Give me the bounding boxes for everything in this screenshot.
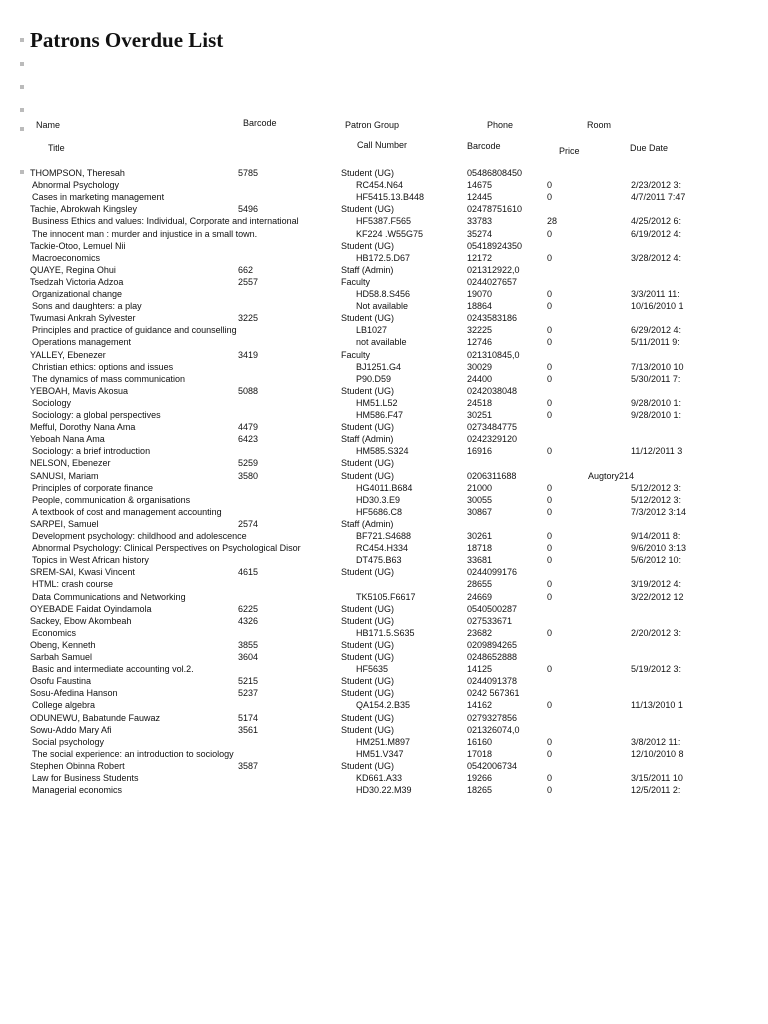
item-title: Basic and intermediate accounting vol.2. — [32, 664, 194, 675]
item-barcode: 14675 — [467, 180, 493, 191]
item-due-date: 12/10/2010 8 — [631, 748, 684, 759]
item-title: Economics — [32, 627, 77, 638]
patron-name: Sowu-Addo Mary Afi — [30, 724, 112, 735]
item-barcode: 14162 — [467, 700, 493, 711]
item-title: Sociology: a brief introduction — [32, 446, 151, 457]
item-price: 0 — [547, 373, 553, 384]
item-title: Sociology: a global perspectives — [32, 410, 161, 420]
patron-name: SARPEI, Samuel — [30, 518, 99, 529]
patron-barcode: 5174 — [238, 712, 259, 723]
patron-name: OYEBADE Faidat Oyindamola — [30, 603, 152, 614]
item-title: Macroeconomics — [32, 252, 101, 263]
patron-group: Student (UG) — [341, 676, 395, 687]
item-price: 0 — [547, 361, 553, 372]
item-call-number: DT475.B63 — [356, 555, 402, 566]
item-title: Topics in West African history — [32, 555, 149, 566]
item-barcode: 24518 — [467, 397, 493, 408]
item-barcode: 30055 — [467, 494, 493, 505]
item-title: Social psychology — [32, 736, 105, 747]
patron-name: Tsedzah Victoria Adzoa — [30, 276, 124, 287]
item-barcode: 23682 — [467, 627, 493, 638]
item-call-number: BF721.S4688 — [356, 531, 412, 541]
patron-barcode: 3419 — [238, 349, 259, 360]
item-barcode: 16160 — [467, 736, 493, 747]
item-due-date: 3/19/2012 4: — [631, 579, 682, 590]
patron-barcode: 5259 — [238, 458, 259, 469]
header-call-number: Call Number — [357, 140, 408, 150]
item-call-number: not available — [356, 337, 407, 348]
patron-name: SREM-SAI, Kwasi Vincent — [30, 567, 135, 578]
item-call-number: P90.D59 — [356, 373, 392, 384]
patron-barcode: 5496 — [238, 204, 259, 215]
item-call-number: KD661.A33 — [356, 773, 403, 783]
item-call-number: HM51.V347 — [356, 748, 404, 759]
item-price: 0 — [547, 301, 553, 312]
item-call-number: QA154.2.B35 — [356, 700, 411, 711]
item-due-date: 2/20/2012 3: — [631, 627, 682, 638]
item-call-number: RC454.N64 — [356, 180, 404, 191]
margin-bullet — [20, 85, 24, 89]
patron-group: Faculty — [341, 276, 371, 287]
item-due-date: 9/28/2010 1: — [631, 410, 682, 420]
item-due-date: 3/8/2012 11: — [631, 736, 681, 747]
patron-group: Student (UG) — [341, 385, 395, 396]
item-price: 28 — [547, 216, 558, 227]
item-barcode: 30029 — [467, 361, 493, 372]
item-barcode: 30867 — [467, 506, 493, 517]
item-call-number: HD30.3.E9 — [356, 494, 401, 505]
patron-group: Student (UG) — [341, 422, 395, 433]
item-call-number: HG4011.B684 — [356, 482, 413, 493]
patron-phone: 0209894265 — [467, 639, 518, 650]
patron-barcode: 4326 — [238, 615, 259, 626]
header-item-barcode: Barcode — [467, 141, 501, 151]
patron-barcode: 2574 — [238, 518, 259, 529]
item-title: Abnormal Psychology: Clinical Perspectives on Psychological Disor — [32, 543, 301, 554]
item-due-date: 3/15/2011 10 — [631, 773, 683, 783]
item-due-date: 3/22/2012 12 — [631, 591, 684, 602]
item-title: Organizational change — [32, 289, 123, 299]
margin-bullet — [20, 38, 24, 42]
item-barcode: 19070 — [467, 289, 493, 299]
patron-name: YEBOAH, Mavis Akosua — [30, 385, 129, 396]
header-patron-group: Patron Group — [345, 120, 400, 130]
item-due-date: 9/28/2010 1: — [631, 397, 682, 408]
patron-group: Student (UG) — [341, 760, 395, 771]
item-barcode: 24669 — [467, 591, 493, 602]
patron-phone: 02478751610 — [467, 204, 523, 215]
item-call-number: HM51.L52 — [356, 397, 398, 408]
patron-phone: 0244099176 — [467, 567, 518, 578]
item-barcode: 18265 — [467, 785, 493, 796]
patron-name: THOMPSON, Theresah — [30, 168, 125, 178]
item-due-date: 12/5/2011 2: — [631, 785, 681, 796]
item-due-date: 7/13/2010 10 — [631, 361, 684, 372]
patron-barcode: 3855 — [238, 639, 259, 650]
item-call-number: Not available — [356, 301, 409, 312]
item-call-number: TK5105.F6617 — [356, 591, 416, 602]
header-price: Price — [559, 146, 580, 156]
item-call-number: HF5415.13.B448 — [356, 192, 425, 203]
patron-barcode: 4615 — [238, 567, 259, 578]
item-price: 0 — [547, 397, 553, 408]
patron-group: Staff (Admin) — [341, 434, 394, 445]
item-call-number: BJ1251.G4 — [356, 361, 402, 372]
item-call-number: RC454.H334 — [356, 543, 409, 554]
patron-phone: 0244027657 — [467, 276, 518, 287]
header-name: Name — [36, 120, 61, 130]
item-title: Operations management — [32, 337, 132, 348]
patron-name: YALLEY, Ebenezer — [30, 349, 106, 360]
patron-barcode: 5215 — [238, 676, 259, 687]
patron-phone: 021312922,0 — [467, 264, 520, 275]
item-title: Business Ethics and values: Individual, Corporate and international — [32, 216, 299, 227]
item-call-number: HB171.5.S635 — [356, 627, 415, 638]
patron-barcode: 3587 — [238, 760, 259, 771]
patron-phone: 021310845,0 — [467, 349, 520, 360]
patron-group: Student (UG) — [341, 712, 395, 723]
item-title: Data Communications and Networking — [32, 591, 186, 602]
item-due-date: 3/3/2011 11: — [631, 289, 680, 299]
item-title: People, communication & organisations — [32, 494, 191, 505]
patron-group: Student (UG) — [341, 652, 395, 662]
item-barcode: 30251 — [467, 410, 493, 420]
item-price: 0 — [547, 228, 553, 239]
margin-bullet — [20, 62, 24, 66]
patron-name: SANUSI, Mariam — [30, 470, 99, 481]
item-call-number: HF5387.F565 — [356, 216, 412, 227]
item-due-date: 6/29/2012 4: — [631, 325, 682, 336]
patron-room: Augtory214 — [588, 470, 635, 481]
patron-phone: 0242 567361 — [467, 688, 520, 699]
patron-group: Student (UG) — [341, 688, 395, 699]
item-barcode: 33681 — [467, 555, 493, 566]
patron-group: Student (UG) — [341, 313, 395, 324]
patron-phone: 021326074,0 — [467, 724, 520, 735]
item-barcode: 33783 — [467, 216, 493, 227]
item-price: 0 — [547, 192, 553, 203]
item-barcode: 12746 — [467, 337, 493, 348]
margin-bullet — [20, 108, 24, 112]
patron-barcode: 3561 — [238, 724, 259, 735]
item-due-date: 11/13/2010 1 — [631, 700, 683, 711]
patron-phone: 0244091378 — [467, 676, 518, 687]
item-call-number: HF5635 — [356, 664, 389, 675]
item-due-date: 2/23/2012 3: — [631, 180, 682, 191]
patron-phone: 0542006734 — [467, 760, 518, 771]
item-call-number: HM585.S324 — [356, 446, 409, 457]
patron-phone: 0242038048 — [467, 385, 518, 396]
item-barcode: 21000 — [467, 482, 493, 493]
item-price: 0 — [547, 506, 553, 517]
item-due-date: 7/3/2012 3:14 — [631, 506, 687, 517]
patron-name: ODUNEWU, Babatunde Fauwaz — [30, 712, 161, 723]
patron-phone: 0540500287 — [467, 603, 518, 614]
patron-name: Sarbah Samuel — [30, 652, 93, 662]
item-barcode: 19266 — [467, 773, 493, 783]
item-call-number: KF224 .W55G75 — [356, 228, 424, 239]
patron-barcode: 5088 — [238, 385, 259, 396]
item-title: Law for Business Students — [32, 773, 139, 783]
patron-phone: 0206311688 — [467, 470, 517, 481]
patron-group: Student (UG) — [341, 458, 395, 469]
item-due-date: 5/6/2012 10: — [631, 555, 682, 566]
item-price: 0 — [547, 410, 553, 420]
patron-barcode: 5785 — [238, 168, 259, 178]
item-call-number: HD30.22.M39 — [356, 785, 412, 796]
patron-barcode: 2557 — [238, 276, 259, 287]
patron-group: Student (UG) — [341, 240, 395, 251]
item-title: Principles and practice of guidance and counselling — [32, 325, 237, 336]
item-due-date: 5/19/2012 3: — [631, 664, 682, 675]
item-title: The dynamics of mass communication — [32, 373, 186, 384]
item-title: A textbook of cost and management accounting — [32, 506, 222, 517]
patron-name: Obeng, Kenneth — [30, 639, 96, 650]
item-due-date: 3/28/2012 4: — [631, 252, 682, 263]
item-barcode: 12445 — [467, 192, 493, 203]
header-due-date: Due Date — [630, 143, 669, 153]
item-due-date: 5/11/2011 9: — [631, 337, 680, 348]
patron-group: Student (UG) — [341, 168, 395, 178]
item-title: The social experience: an introduction to sociology — [32, 748, 234, 759]
patron-phone: 0248652888 — [467, 652, 518, 662]
item-price: 0 — [547, 664, 553, 675]
item-barcode: 17018 — [467, 748, 493, 759]
item-title: College algebra — [32, 700, 96, 711]
patron-phone: 0243583186 — [467, 313, 518, 324]
item-call-number: HM586.F47 — [356, 410, 404, 420]
patron-name: Osofu Faustina — [30, 676, 92, 687]
item-title: Managerial economics — [32, 785, 123, 796]
patron-barcode: 3580 — [238, 470, 259, 481]
item-title: HTML: crash course — [32, 579, 114, 590]
item-barcode: 35274 — [467, 228, 493, 239]
patron-group: Student (UG) — [341, 567, 395, 578]
item-due-date: 5/12/2012 3: — [631, 494, 682, 505]
item-price: 0 — [547, 700, 553, 711]
patron-barcode: 3225 — [238, 313, 259, 324]
item-price: 0 — [547, 252, 553, 263]
header-barcode: Barcode — [243, 118, 277, 128]
item-price: 0 — [547, 482, 553, 493]
patron-name: NELSON, Ebenezer — [30, 458, 111, 469]
item-call-number: LB1027 — [356, 325, 388, 336]
item-title: Christian ethics: options and issues — [32, 361, 174, 372]
patron-phone: 05418924350 — [467, 240, 523, 251]
patron-name: Sosu-Afedina Hanson — [30, 688, 118, 699]
patron-group: Student (UG) — [341, 639, 395, 650]
item-due-date: 9/6/2010 3:13 — [631, 543, 687, 554]
page-title: Patrons Overdue List — [30, 28, 224, 52]
patron-barcode: 4479 — [238, 422, 259, 433]
item-barcode: 12172 — [467, 252, 493, 263]
patron-name: Tackie-Otoo, Lemuel Nii — [30, 240, 126, 251]
patron-barcode: 3604 — [238, 652, 259, 662]
item-barcode: 28655 — [467, 579, 493, 590]
item-call-number: HB172.5.D67 — [356, 252, 411, 263]
item-price: 0 — [547, 494, 553, 505]
patron-group: Student (UG) — [341, 724, 395, 735]
patron-group: Faculty — [341, 349, 371, 360]
item-barcode: 30261 — [467, 531, 493, 541]
patron-name: Sackey, Ebow Akombeah — [30, 615, 132, 626]
margin-bullet — [20, 170, 24, 174]
patron-barcode: 6423 — [238, 434, 259, 445]
item-due-date: 4/25/2012 6: — [631, 216, 682, 227]
patron-name: Mefful, Dorothy Nana Ama — [30, 422, 136, 433]
patron-name: Stephen Obinna Robert — [30, 760, 125, 771]
item-barcode: 14125 — [467, 664, 493, 675]
patron-name: Yeboah Nana Ama — [30, 434, 105, 445]
patron-phone: 05486808450 — [467, 168, 523, 178]
item-price: 0 — [547, 325, 553, 336]
item-barcode: 24400 — [467, 373, 493, 384]
item-price: 0 — [547, 555, 553, 566]
item-price: 0 — [547, 736, 553, 747]
item-call-number: HM251.M897 — [356, 736, 411, 747]
item-due-date: 5/30/2011 7: — [631, 373, 681, 384]
item-price: 0 — [547, 543, 553, 554]
item-price: 0 — [547, 591, 553, 602]
item-due-date: 9/14/2011 8: — [631, 531, 681, 541]
item-title: Development psychology: childhood and adolescence — [32, 531, 247, 541]
patron-name: QUAYE, Regina Ohui — [30, 264, 116, 275]
item-title: Principles of corporate finance — [32, 482, 154, 493]
item-price: 0 — [547, 785, 553, 796]
item-barcode: 18718 — [467, 543, 493, 554]
header-title: Title — [48, 143, 65, 153]
patron-group: Student (UG) — [341, 615, 395, 626]
header-room: Room — [587, 120, 612, 130]
item-due-date: 6/19/2012 4: — [631, 228, 682, 239]
item-title: Abnormal Psychology — [32, 180, 120, 191]
item-price: 0 — [547, 180, 553, 191]
patron-barcode: 6225 — [238, 603, 259, 614]
item-barcode: 18864 — [467, 301, 493, 312]
item-price: 0 — [547, 531, 553, 541]
item-price: 0 — [547, 446, 553, 457]
patron-barcode: 662 — [238, 264, 254, 275]
item-title: Sons and daughters: a play — [32, 301, 142, 312]
item-title: Sociology — [32, 397, 72, 408]
item-price: 0 — [547, 579, 553, 590]
patron-phone: 0279327856 — [467, 712, 518, 723]
patron-group: Staff (Admin) — [341, 264, 394, 275]
patron-phone: 0273484775 — [467, 422, 518, 433]
item-price: 0 — [547, 773, 553, 783]
patron-name: Tachie, Abrokwah Kingsley — [30, 204, 138, 215]
patron-phone: 0242329120 — [467, 434, 518, 445]
item-due-date: 11/12/2011 3 — [631, 446, 683, 457]
item-barcode: 16916 — [467, 446, 493, 457]
item-call-number: HF5686.C8 — [356, 506, 403, 517]
item-title: The innocent man : murder and injustice in a small town. — [32, 228, 258, 239]
item-due-date: 4/7/2011 7:47 — [631, 192, 686, 203]
header-phone: Phone — [487, 120, 514, 130]
item-call-number: HD58.8.S456 — [356, 289, 411, 299]
item-barcode: 32225 — [467, 325, 493, 336]
item-price: 0 — [547, 337, 553, 348]
patron-group: Student (UG) — [341, 603, 395, 614]
patron-group: Student (UG) — [341, 204, 395, 215]
item-price: 0 — [547, 748, 553, 759]
item-due-date: 10/16/2010 1 — [631, 301, 684, 312]
item-title: Cases in marketing management — [32, 192, 165, 203]
item-due-date: 5/12/2012 3: — [631, 482, 682, 493]
patron-group: Student (UG) — [341, 470, 395, 481]
patron-barcode: 5237 — [238, 688, 259, 699]
margin-bullet — [20, 127, 24, 131]
patron-name: Twumasi Ankrah Sylvester — [30, 313, 136, 324]
patron-group: Staff (Admin) — [341, 518, 394, 529]
item-price: 0 — [547, 627, 553, 638]
item-price: 0 — [547, 289, 553, 299]
patron-phone: 027533671 — [467, 615, 513, 626]
